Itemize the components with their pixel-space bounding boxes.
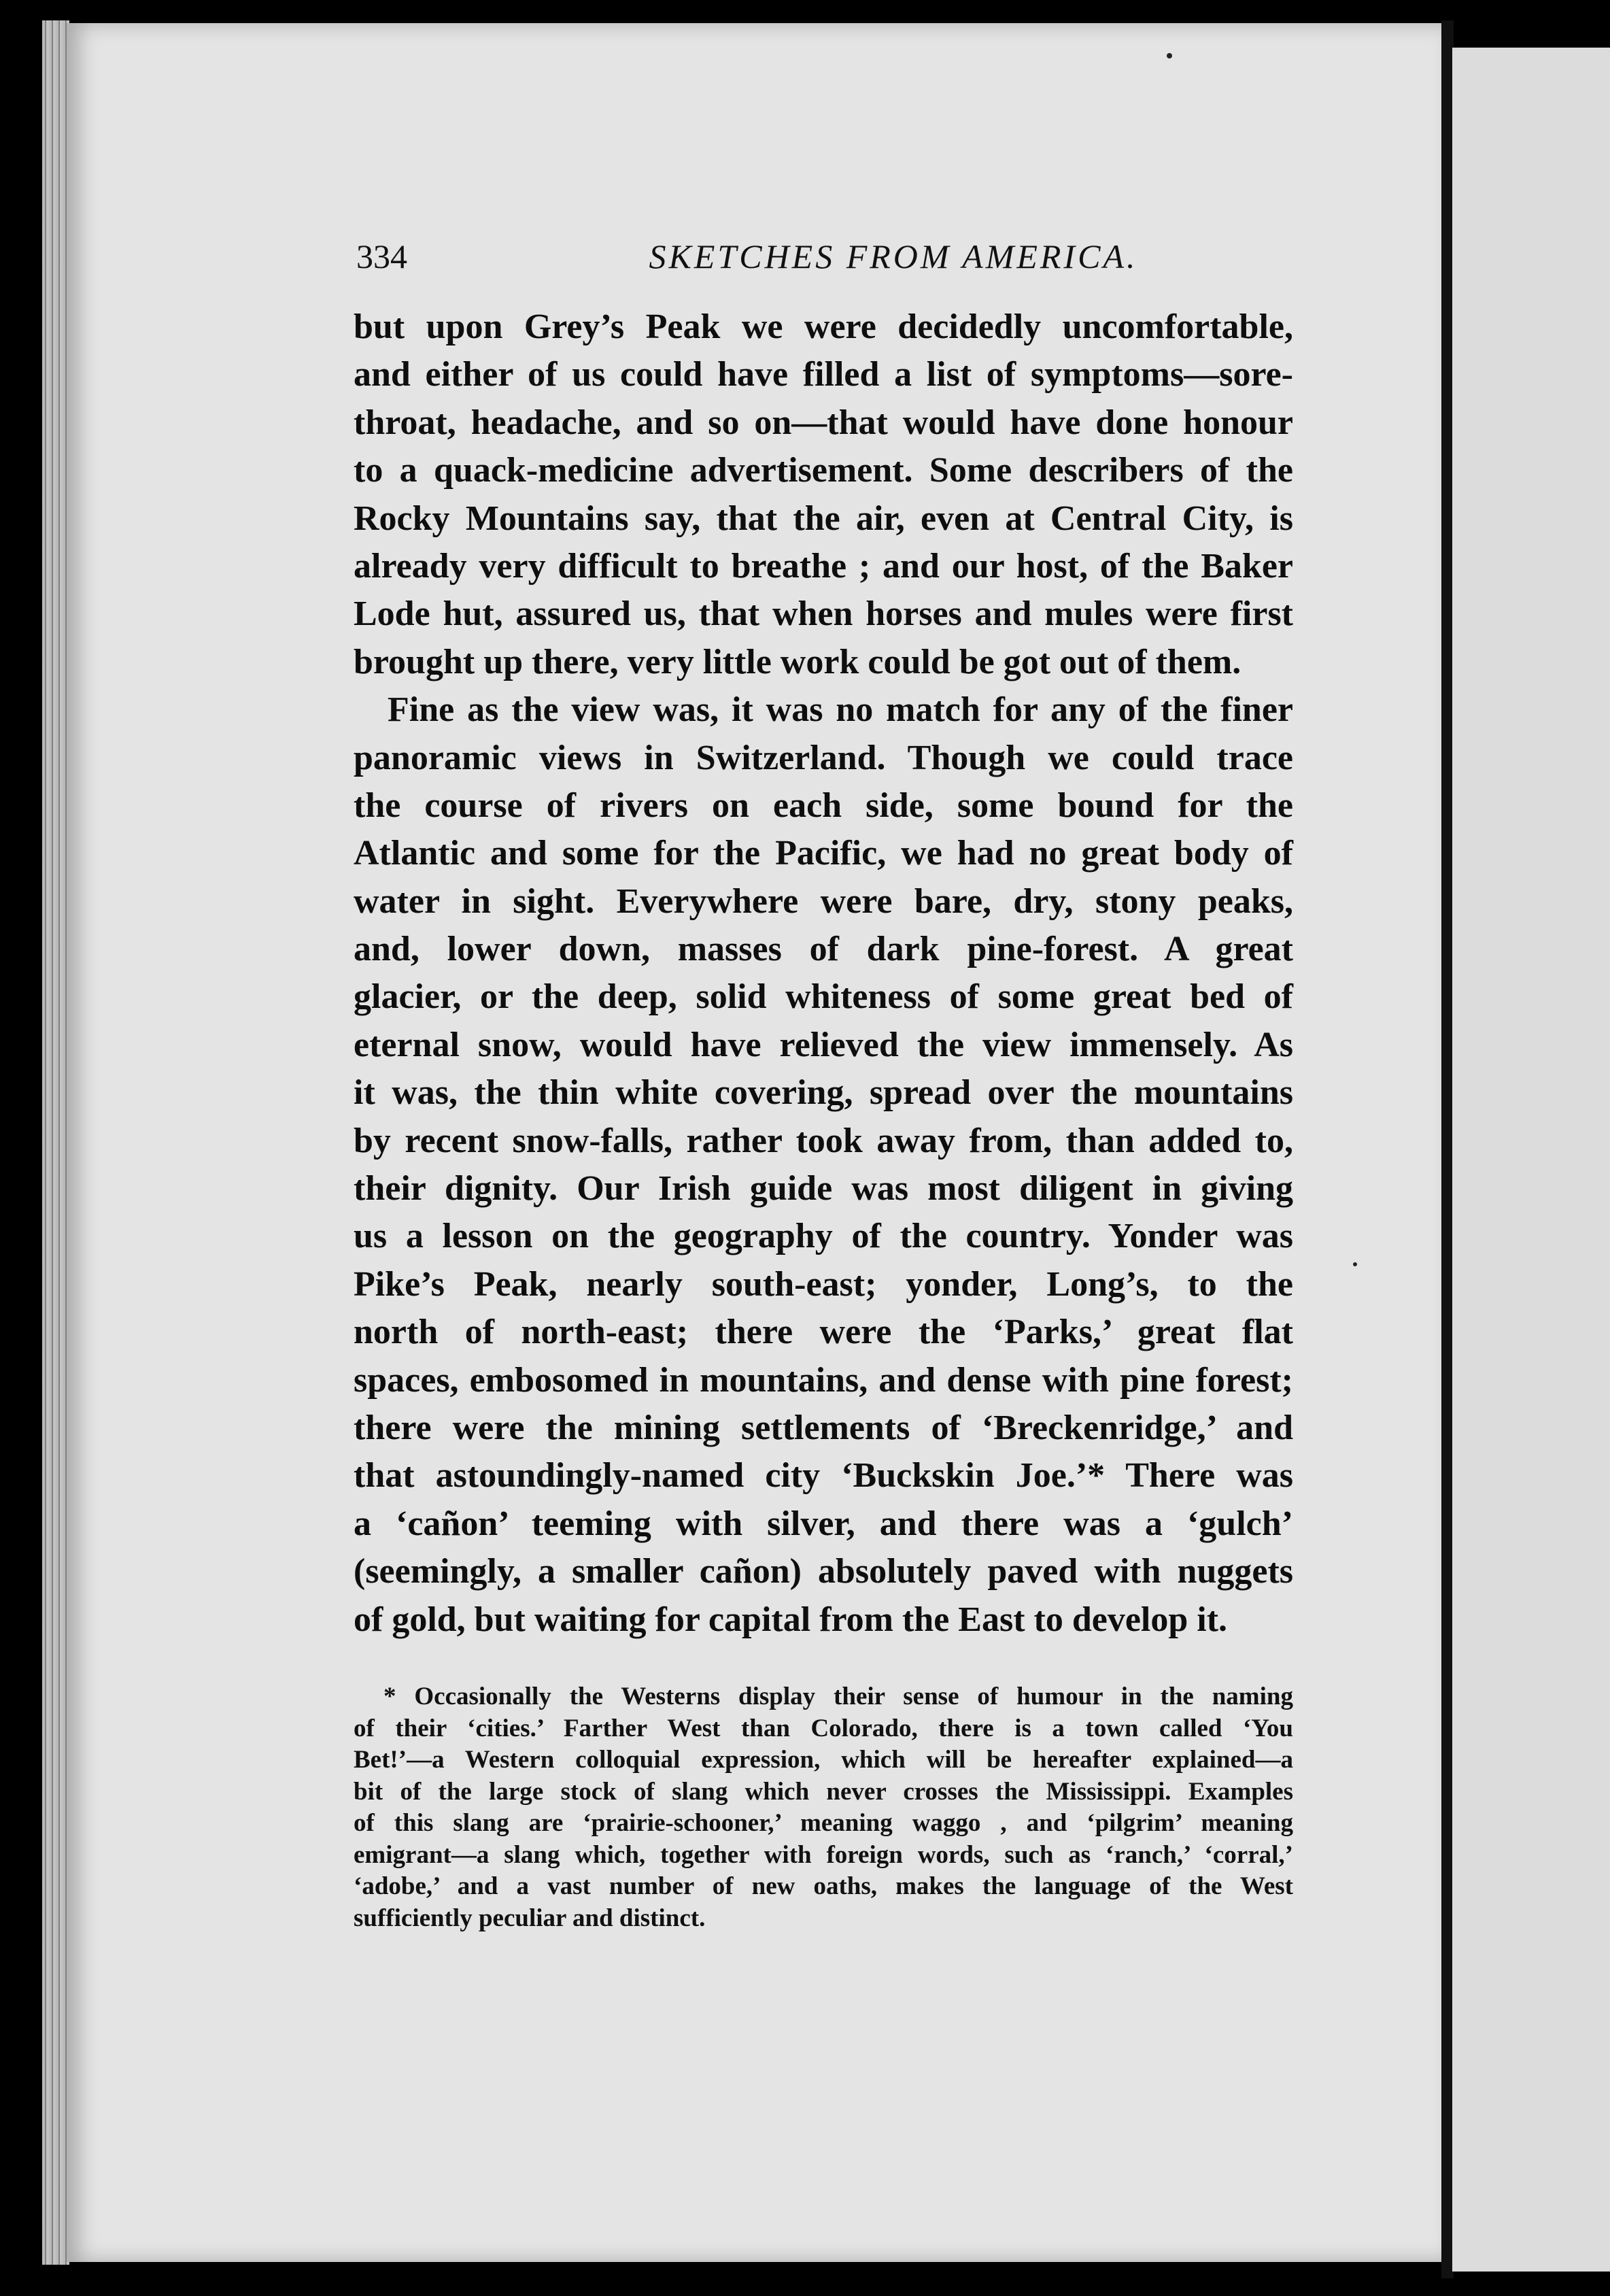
page-number: 334 (356, 237, 407, 275)
body-line: us a lesson on the geography of the country. Yonder was (354, 1217, 1293, 1256)
running-head (356, 237, 1295, 286)
body-line: spaces, embosomed in mountains, and dense with pine forest; (354, 1360, 1293, 1400)
footnote-line: Bet!’—a Western colloquial expression, which will be hereafter explained—a (354, 1746, 1293, 1774)
footnote-line: emigrant—a slang which, together with foreign words, such as ‘ranch,’ ‘corral,’ (354, 1840, 1293, 1869)
body-line: Rocky Mountains say, that the air, even at Central City, is (354, 499, 1293, 538)
footnote-line: bit of the large stock of slang which never crosses the Mississippi. Examples (354, 1777, 1293, 1806)
body-line: eternal snow, would have relieved the view immensely. As (354, 1025, 1293, 1064)
running-title: SKETCHES FROM AMERICA. (649, 237, 1138, 275)
body-line: (seemingly, a smaller cañon) absolutely paved with nuggets (354, 1552, 1293, 1591)
print-speck (1167, 53, 1172, 58)
body-line: their dignity. Our Irish guide was most diligent in giving (354, 1169, 1293, 1209)
body-line: to a quack-medicine advertisement. Some describers of the (354, 451, 1293, 490)
footnotes (354, 1681, 1293, 1934)
body-line: by recent snow-falls, rather took away from, than added to, (354, 1121, 1293, 1160)
body-text (354, 303, 1293, 1644)
print-speck (1353, 1262, 1357, 1266)
body-line: panoramic views in Switzerland. Though we could trace (354, 738, 1293, 777)
footnote-line: * Occasionally the Westerns display their sense of humour in the naming (383, 1683, 1293, 1710)
body-line: Pike’s Peak, nearly south-east; yonder, Long’s, to the (354, 1264, 1293, 1304)
body-line: the course of rivers on each side, some bound for the (354, 786, 1293, 825)
body-line: a ‘cañon’ teeming with silver, and there was a ‘gulch’ (354, 1504, 1293, 1543)
body-line: water in sight. Everywhere were bare, dry, stony peaks, (354, 881, 1293, 921)
footnote-line: of their ‘cities.’ Farther West than Colorado, there is a town called ‘You (354, 1714, 1293, 1742)
body-line: and, lower down, masses of dark pine-forest. A great (354, 930, 1293, 969)
footnote-line: of this slang are ‘prairie-schooner,’ meaning waggo , and ‘pilgrim’ meaning (354, 1809, 1293, 1837)
book-page-edges (42, 20, 69, 2265)
body-line: that astoundingly-named city ‘Buckskin Joe.’* There was (354, 1456, 1293, 1496)
body-line: brought up there, very little work could be got out of them. (354, 642, 1241, 681)
body-line: there were the mining settlements of ‘Breckenridge,’ and (354, 1408, 1293, 1447)
footnote-line: sufficiently peculiar and distinct. (354, 1904, 706, 1932)
body-line: it was, the thin white covering, spread over the mountains (354, 1073, 1293, 1113)
body-line: already very difficult to breathe ; and our host, of the Baker (354, 546, 1293, 586)
body-line: throat, headache, and so on—that would have done honour (354, 403, 1293, 442)
body-line: and either of us could have filled a list of symptoms—sore- (354, 355, 1293, 394)
body-line: north of north-east; there were the ‘Parks,’ great flat (354, 1313, 1293, 1352)
footnote-line: ‘adobe,’ and a vast number of new oaths, makes the language of the West (354, 1872, 1293, 1900)
body-line: Atlantic and some for the Pacific, we had no great body of (354, 834, 1293, 873)
body-line: Lode hut, assured us, that when horses and mules were first (354, 594, 1293, 634)
body-line: of gold, but waiting for capital from the East to develop it. (354, 1600, 1228, 1639)
facing-page (1452, 48, 1610, 2272)
body-line: but upon Grey’s Peak we were decidedly uncomfortable, (354, 307, 1293, 346)
body-line: glacier, or the deep, solid whiteness of some great bed of (354, 977, 1293, 1017)
body-line: Fine as the view was, it was no match for any of the finer (388, 690, 1293, 730)
